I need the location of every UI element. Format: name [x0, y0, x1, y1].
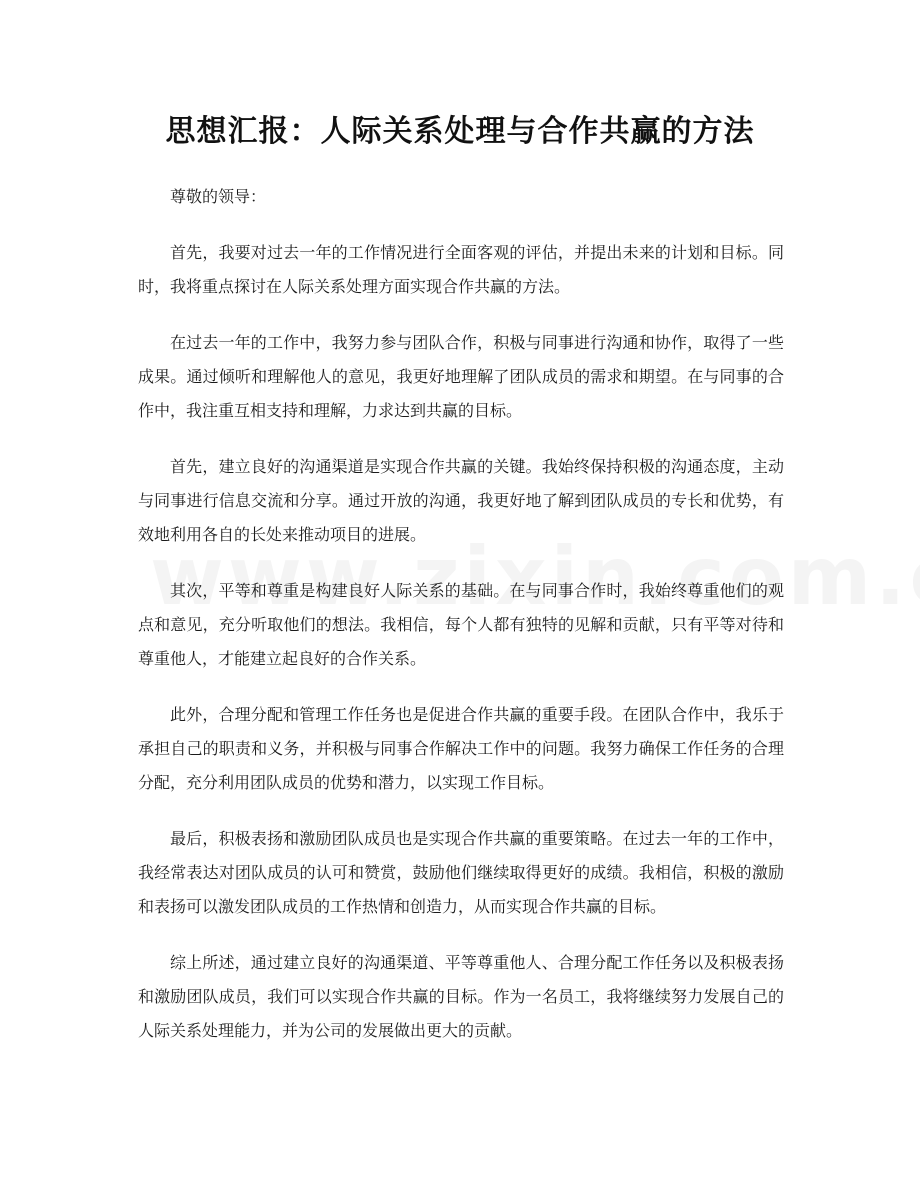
paragraph: 首先，建立良好的沟通渠道是实现合作共赢的关键。我始终保持积极的沟通态度，主动与同事进行信息交流和分享。通过开放的沟通，我更好地了解到团队成员的专长和优势，有效地利用各自的长处来推动项目的进展。 [138, 457, 784, 544]
document-body [138, 180, 784, 1070]
paragraph: 其次，平等和尊重是构建良好人际关系的基础。在与同事合作时，我始终尊重他们的观点和意见，充分听取他们的想法。我相信，每个人都有独特的见解和贡献，只有平等对待和尊重他人，才能建立起良好的合作关系。 [138, 581, 784, 668]
paragraph: 在过去一年的工作中，我努力参与团队合作，积极与同事进行沟通和协作，取得了一些成果。通过倾听和理解他人的意见，我更好地理解了团队成员的需求和期望。在与同事的合作中，我注重互相支持和理解，力求达到共赢的目标。 [138, 333, 784, 420]
paragraph: 首先，我要对过去一年的工作情况进行全面客观的评估，并提出未来的计划和目标。同时，我将重点探讨在人际关系处理方面实现合作共赢的方法。 [138, 243, 784, 296]
paragraph: 最后，积极表扬和激励团队成员也是实现合作共赢的重要策略。在过去一年的工作中，我经常表达对团队成员的认可和赞赏，鼓励他们继续取得更好的成绩。我相信，积极的激励和表扬可以激发团队成员的工作热情和创造力，从而实现合作共赢的目标。 [138, 829, 784, 916]
page-title: 思想汇报：人际关系处理与合作共赢的方法 [165, 114, 755, 149]
salutation: 尊敬的领导： [170, 187, 267, 206]
paragraph: 此外，合理分配和管理工作任务也是促进合作共赢的重要手段。在团队合作中，我乐于承担自己的职责和义务，并积极与同事合作解决工作中的问题。我努力确保工作任务的合理分配，充分利用团队成员的优势和潜力，以实现工作目标。 [138, 705, 784, 792]
paragraph: 综上所述，通过建立良好的沟通渠道、平等尊重他人、合理分配工作任务以及积极表扬和激励团队成员，我们可以实现合作共赢的目标。作为一名员工，我将继续努力发展自己的人际关系处理能力，并为公司的发展做出更大的贡献。 [138, 953, 784, 1040]
